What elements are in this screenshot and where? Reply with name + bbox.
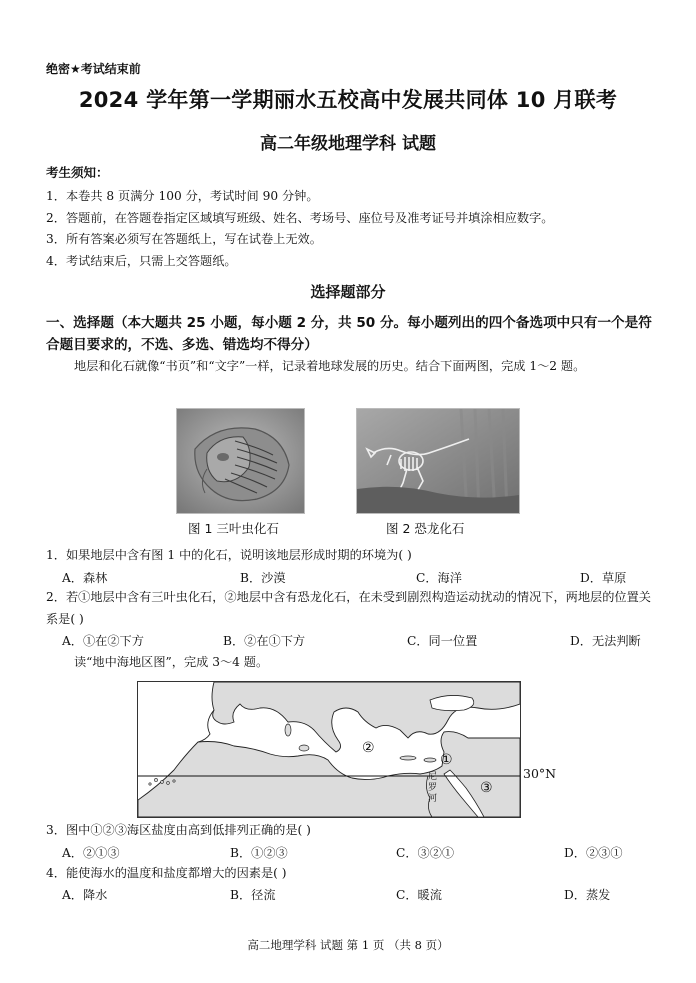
- option-d[interactable]: D．无法判断: [570, 634, 641, 648]
- map-marker-3: ③: [480, 780, 493, 796]
- dinosaur-illustration: [357, 409, 519, 513]
- option-a[interactable]: A．②①③: [62, 846, 120, 860]
- map-marker-2: ②: [362, 740, 375, 756]
- option-d[interactable]: D．②③①: [564, 846, 623, 860]
- option-c[interactable]: C．③②①: [396, 846, 455, 860]
- question-2-options: [62, 632, 652, 652]
- intro-q1-2: 地层和化石就像“书页”和“文字”一样，记录着地球发展的历史。结合下面两图，完成 1～2 题。: [74, 359, 586, 373]
- option-c[interactable]: C．暖流: [396, 888, 442, 902]
- option-a[interactable]: A．①在②下方: [62, 634, 144, 648]
- notice-item: 1．本卷共 8 页满分 100 分，考试时间 90 分钟。: [46, 189, 319, 203]
- map-graphic: [138, 682, 520, 817]
- option-b[interactable]: B．①②③: [230, 846, 288, 860]
- question-1-options: [62, 569, 652, 589]
- latitude-label: 30°N: [523, 766, 557, 781]
- option-c[interactable]: C．海洋: [416, 571, 462, 585]
- part-heading: 一、选择题（本大题共 25 小题，每小题 2 分，共 50 分。每小题列出的四个备选项中只有一个是符合题目要求的，不选、多选、错选均不得分）: [46, 315, 652, 353]
- exam-title: 2024 学年第一学期丽水五校高中发展共同体 10 月联考: [78, 88, 618, 112]
- notice-item: 4．考试结束后，只需上交答题纸。: [46, 253, 237, 268]
- trilobite-illustration: [177, 409, 304, 513]
- question-2-stem: 2．若①地层中含有三叶虫化石，②地层中含有恐龙化石，在未受到剧烈构造运动扰动的情况下，两地层的位置关系是( ): [46, 590, 651, 626]
- option-b[interactable]: B．②在①下方: [223, 634, 306, 648]
- question-4-stem: 4．能使海水的温度和盐度都增大的因素是( ): [46, 866, 287, 880]
- notice-list: [46, 186, 666, 272]
- option-b[interactable]: B．径流: [230, 888, 276, 902]
- option-a[interactable]: A．降水: [62, 888, 108, 902]
- option-c[interactable]: C．同一位置: [407, 634, 478, 648]
- notice-item: 3．所有答案必须写在答题纸上，写在试卷上无效。: [46, 232, 322, 246]
- question-3-stem: 3．图中①②③海区盐度由高到低排列正确的是( ): [46, 823, 311, 837]
- intro-q3-4: 读“地中海地区图”，完成 3～4 题。: [74, 655, 269, 669]
- option-d[interactable]: D．蒸发: [564, 888, 611, 902]
- notice-item: 2．答题前，在答题卷指定区域填写班级、姓名、考场号、座位号及准考证号并填涂相应数字。: [46, 210, 554, 225]
- fig2-caption: 图 2 恐龙化石: [386, 521, 465, 536]
- confidential-label: 绝密★考试结束前: [46, 62, 141, 76]
- map-marker-1: ①: [440, 752, 453, 768]
- question-4-options: [62, 886, 652, 906]
- mediterranean-map: [137, 681, 521, 818]
- question-3-options: [62, 844, 652, 864]
- section-title: 选择题部分: [310, 283, 386, 301]
- nile-label: 尼罗河: [428, 772, 438, 804]
- page-footer: 高二地理学科 试题 第 1 页 （共 8 页）: [247, 938, 449, 952]
- question-1-stem: 1．如果地层中含有图 1 中的化石，说明该地层形成时期的环境为( ): [46, 548, 412, 562]
- exam-subtitle: 高二年级地理学科 试题: [260, 134, 436, 154]
- option-a[interactable]: A．森林: [62, 571, 108, 585]
- option-b[interactable]: B．沙漠: [240, 571, 286, 585]
- trilobite-fossil-image: [176, 408, 305, 514]
- fig1-caption: 图 1 三叶虫化石: [188, 521, 279, 536]
- dinosaur-fossil-image: [356, 408, 520, 514]
- notice-heading: 考生须知：: [46, 165, 109, 180]
- option-d[interactable]: D．草原: [580, 571, 627, 585]
